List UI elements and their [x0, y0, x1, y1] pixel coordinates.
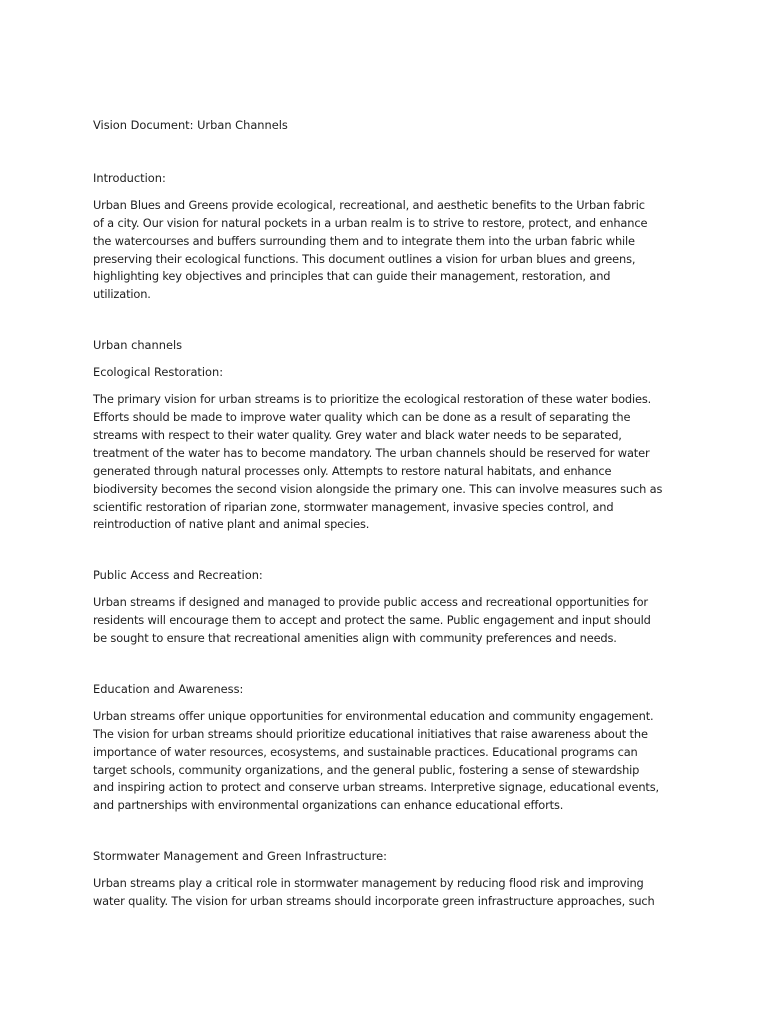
spacer	[93, 355, 683, 364]
ecological-restoration-paragraph: The primary vision for urban streams is to prioritize the ecological restoration of these water bodies. Efforts should be made to improve water quality which can be done as a result of separating the streams with respect to their water quality. Grey water and black water needs to be separated, treatment of the water has to become mandatory. The urban channels should be reserved for water generated through natural processes only. Attempts to restore natural habitats, and enhance biodiversity becomes the second vision alongside the primary one. This can involve measures such as scientific restoration of riparian zone, stormwater management, invasive species control, and reintroduction of native plant and animal species.	[93, 392, 663, 532]
document-title: Vision Document: Urban Channels	[93, 118, 288, 132]
spacer	[93, 866, 683, 875]
spacer	[93, 304, 683, 337]
document-content	[93, 117, 683, 911]
stormwater-paragraph: Urban streams play a critical role in stormwater management by reducing flood risk and improving water quality. The vision for urban streams should incorporate green infrastructure approaches, such	[93, 876, 655, 909]
stormwater-heading: Stormwater Management and Green Infrastructure:	[93, 849, 387, 864]
introduction-paragraph: Urban Blues and Greens provide ecological, recreational, and aesthetic benefits to the Urban fabric of a city. Our vision for natural pockets in a urban realm is to strive to restore, protect, and enhance the watercourses and buffers surrounding them and to integrate them into the urban fabric while preserving their ecological functions. This document outlines a vision for urban blues and greens, highlighting key objectives and principles that can guide their management, restoration, and utilization.	[93, 197, 648, 302]
spacer	[93, 815, 683, 848]
spacer	[93, 382, 683, 391]
spacer	[93, 188, 683, 197]
public-access-heading: Public Access and Recreation:	[93, 568, 263, 583]
education-paragraph: Urban streams offer unique opportunities for environmental education and community engagement. The vision for urban streams should prioritize educational initiatives that raise awareness about the importance of water resources, ecosystems, and sustainable practices. Educational programs can target schools, community organizations, and the general public, fostering a sense of stewardship and inspiring action to protect and conserve urban streams. Interpretive signage, educational events, and partnerships with environmental organizations can enhance educational efforts.	[93, 708, 659, 813]
spacer	[93, 135, 683, 170]
spacer	[93, 699, 683, 708]
spacer	[93, 585, 683, 594]
introduction-heading: Introduction:	[93, 170, 166, 185]
education-heading: Education and Awareness:	[93, 681, 244, 696]
public-access-paragraph: Urban streams if designed and managed to provide public access and recreational opportunities for residents will encourage them to accept and protect the same. Public engagement and input should be sought to ensure that recreational amenities align with community preferences and needs.	[93, 595, 651, 646]
spacer	[93, 534, 683, 567]
spacer	[93, 648, 683, 681]
ecological-restoration-heading: Ecological Restoration:	[93, 365, 224, 380]
urban-channels-heading: Urban channels	[93, 338, 183, 353]
